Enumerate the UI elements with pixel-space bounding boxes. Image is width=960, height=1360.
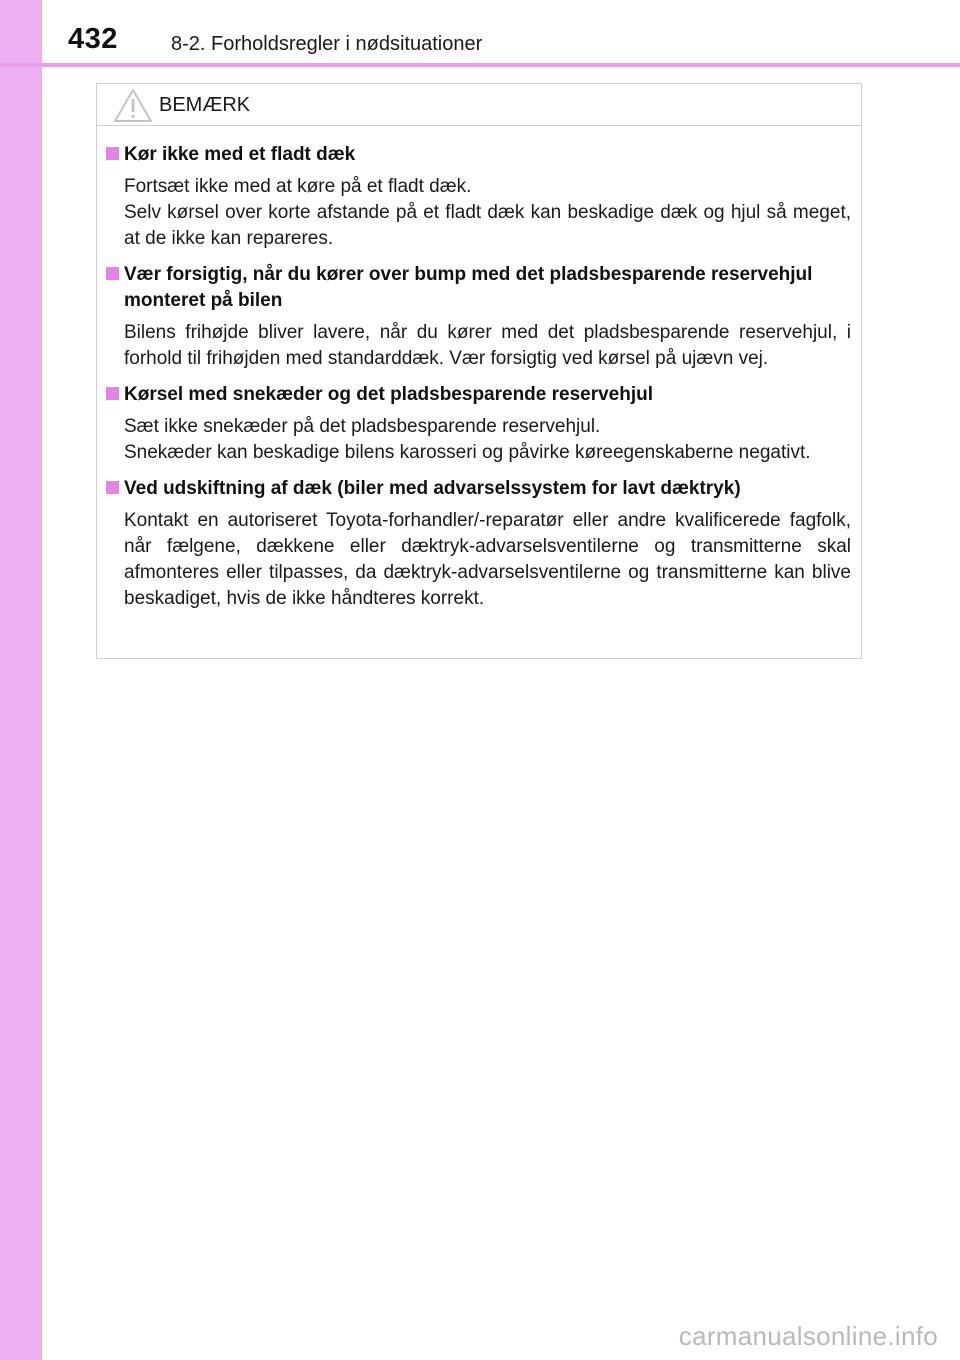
side-color-band: [0, 0, 42, 1360]
square-bullet-icon: [106, 267, 119, 280]
notice-box: [96, 83, 862, 659]
notice-item: [106, 262, 851, 372]
item-heading-text: Kør ikke med et fladt dæk: [124, 144, 356, 165]
item-paragraph: Fortsæt ikke med at køre på et fladt dæk.: [124, 176, 472, 197]
item-heading-text: Vær forsigtig, når du kører over bump med det pladsbesparende reservehjul monteret på bilen: [124, 264, 813, 311]
warning-triangle-icon: [113, 88, 153, 123]
item-paragraph: Sæt ikke snekæder på det pladsbesparende reservehjul.: [124, 416, 601, 437]
notice-item: [106, 476, 851, 612]
notice-body: [97, 126, 861, 612]
item-heading: [106, 262, 851, 314]
notice-item: [106, 142, 851, 252]
item-heading: [106, 476, 851, 502]
item-heading-text: Ved udskiftning af dæk (biler med advarselssystem for lavt dæktryk): [124, 478, 741, 499]
notice-item: [106, 382, 851, 466]
section-title: 8-2. Forholdsregler i nødsituationer: [171, 33, 483, 55]
item-paragraph: Selv kørsel over korte afstande på et fladt dæk kan beskadige dæk og hjul så meget, at de ikke kan repareres.: [124, 202, 851, 249]
item-paragraph: Bilens frihøjde bliver lavere, når du kører med det pladsbesparende reservehjul, i forhold til frihøjden med standarddæk. Vær forsigtig ved kørsel på ujævn vej.: [124, 322, 851, 369]
item-heading-text: Kørsel med snekæder og det pladsbesparende reservehjul: [124, 384, 654, 405]
header-rule: [0, 63, 960, 67]
item-heading: [106, 382, 851, 408]
page-number: 432: [68, 23, 118, 55]
square-bullet-icon: [106, 147, 119, 160]
watermark: carmanualsonline.info: [678, 1321, 938, 1351]
notice-header: [97, 84, 861, 126]
square-bullet-icon: [106, 481, 119, 494]
item-paragraph: Snekæder kan beskadige bilens karosseri og påvirke køreegenskaberne negativt.: [124, 442, 811, 463]
item-heading: [106, 142, 851, 168]
square-bullet-icon: [106, 387, 119, 400]
item-paragraph: Kontakt en autoriseret Toyota-forhandler/-reparatør eller andre kvalificerede fagfolk, når fælgene, dækkene eller dæktryk-advarselsventilerne og transmitterne skal afmonteres eller tilpasses, da dæktryk-advarselsventilerne og transmitterne kan blive beskadiget, hvis de ikke håndteres korrekt.: [124, 510, 851, 609]
notice-title: BEMÆRK: [159, 94, 251, 116]
